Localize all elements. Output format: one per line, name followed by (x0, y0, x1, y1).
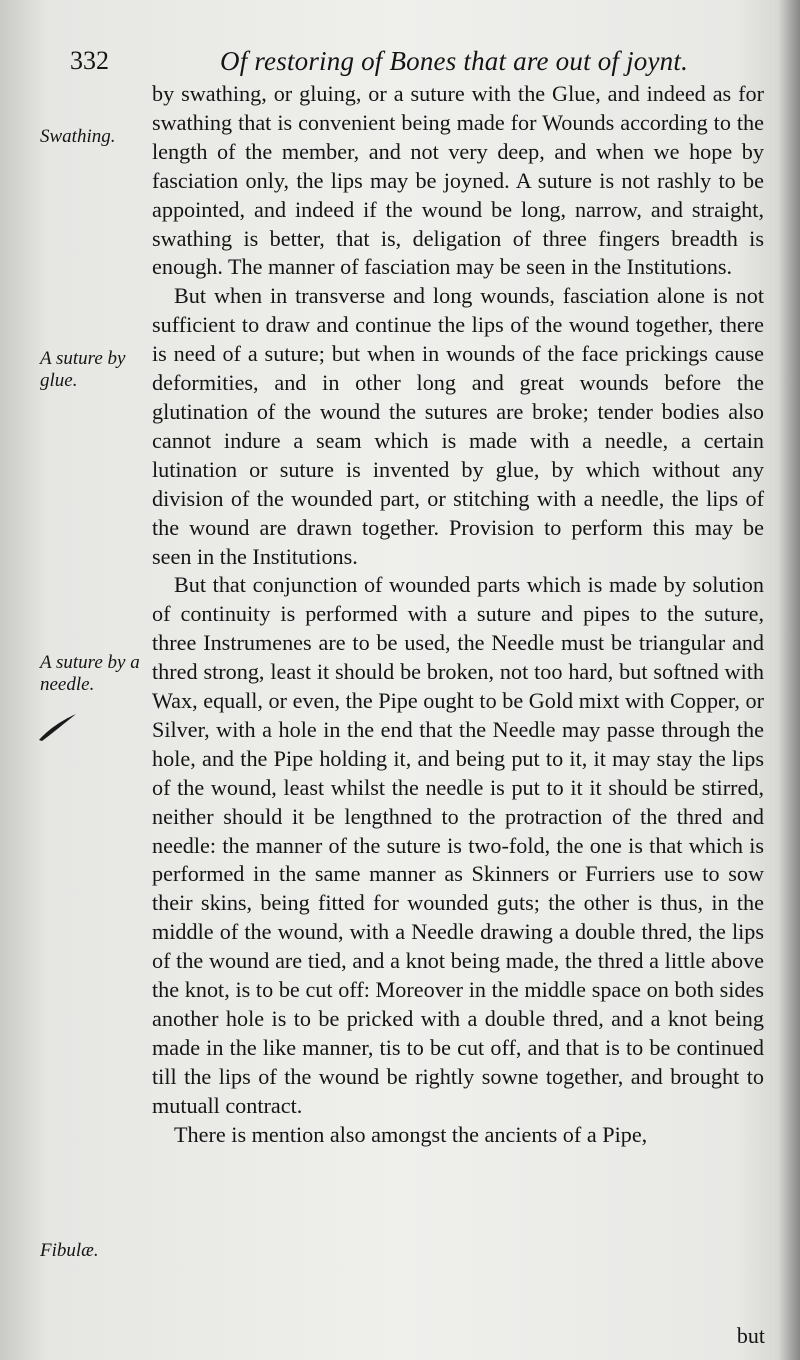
page-number: 332 (70, 46, 109, 75)
page-header (70, 44, 770, 84)
paragraph-suture-by-needle: But that conjunction of wounded parts which is made by solution of continuity is performed with a suture and pipes to the suture, three Instrumenes are to be used, the Needle must be triangular and thred strong, least it should be broken, not too hard, but softned with Wax, equall, or even, the Pipe ought to be Gold mixt with Copper, or Silver, with a hole in the end that the Needle may passe through the hole, and the Pipe holding it, and being put to it, it may stay the lips of the wound, least whilst the needle is put to it it should be stirred, neither should it be lengthned to the protraction of the thred and needle: the manner of the suture is two-fold, the one is that which is performed in the same manner as Skinners or Furriers use to sow their skins, being fitted for wounded guts; the other is thus, in the middle of the wound, with a Needle drawing a double thred, the lips of the wound are tied, and a knot being made, the thred a little above the knot, is to be cut off: Moreover in the middle space on both sides another hole is to be pricked with a double thred, and a knot being made in the like manner, tis to be cut off, and that is to be continued till the lips of the wound be rightly sowne together, and brought to mutuall contract. (152, 572, 764, 1118)
catchword: but (736, 1323, 765, 1348)
margin-note-fibulae: Fibulæ. (40, 1240, 99, 1261)
body-text (152, 80, 764, 1150)
running-title: Of restoring of Bones that are out of joynt. (220, 46, 689, 76)
needle-ink-mark-icon (36, 712, 80, 742)
page-edge-shadow (778, 0, 800, 1360)
margin-note-swathing: Swathing. (40, 126, 116, 147)
paragraph-swathing: by swathing, or gluing, or a suture with the Glue, and indeed as for swathing that is convenient being made for Wounds according to the length of the member, and not very deep, and when we hope by fasciation only, the lips may be joyned. A suture is not rashly to be appointed, and indeed if the wound be long, narrow, and straight, swathing is better, that is, deligation of three fingers breadth is enough. The manner of fasciation may be seen in the Institutions. (152, 81, 764, 280)
paragraph-pipe: There is mention also amongst the ancients of a Pipe, (174, 1121, 648, 1147)
margin-note-suture-by-needle: A suture by a needle. (40, 652, 140, 695)
paragraph-suture-by-glue: But when in transverse and long wounds, fasciation alone is not sufficient to draw and continue the lips of the wound together, there is need of a suture; but when in wounds of the face prickings cause deformities, and in other long and great wounds before the glutination of the wound the sutures are broke; tender bodies also cannot indure a seam which is made with a needle, a certain lutination or suture is invented by glue, by which without any division of the wounded part, or stitching with a needle, the lips of the wound are drawn together. Provision to perform this may be seen in the Institutions. (152, 283, 764, 569)
margin-note-suture-by-glue: A suture by glue. (40, 348, 126, 391)
